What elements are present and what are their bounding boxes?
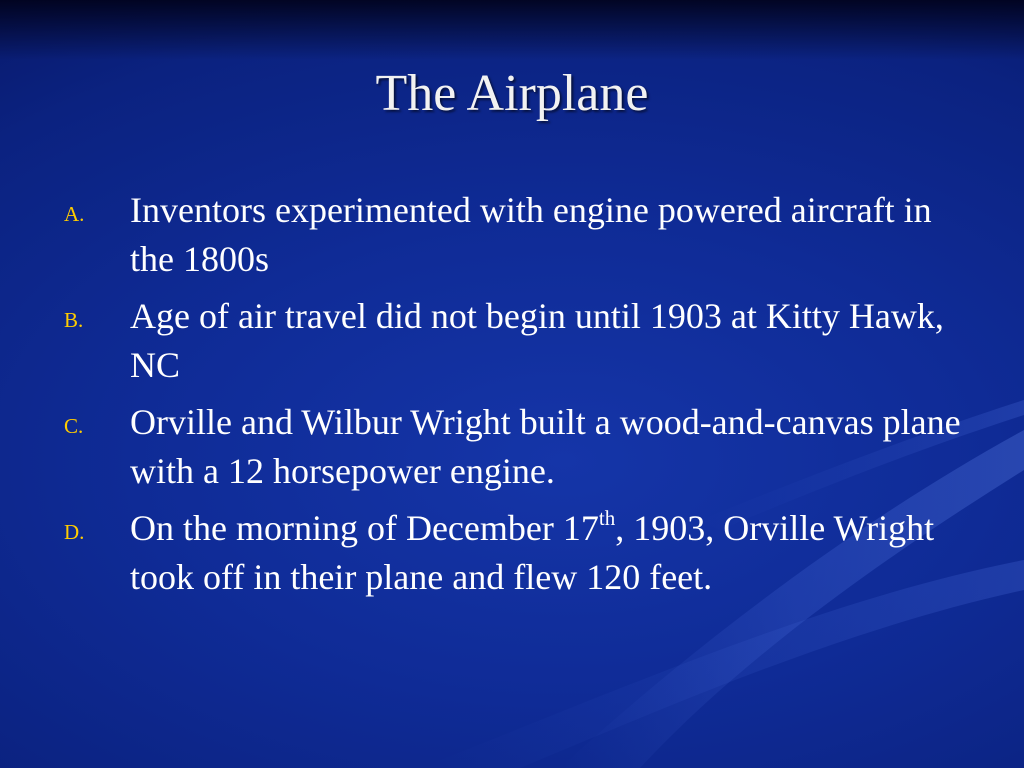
bullet-list (64, 186, 964, 610)
list-item (64, 398, 964, 496)
list-item-text (130, 508, 934, 597)
slide-title: The Airplane (375, 65, 649, 122)
list-marker: C. (64, 414, 84, 438)
list-item-text-after: , 1903, Orville Wright took off in their plane and flew 120 feet. (130, 508, 935, 597)
list-item-text: Age of air travel did not begin until 1903 at Kitty Hawk, NC (130, 296, 944, 385)
list-marker: B. (64, 308, 84, 332)
list-item (64, 186, 964, 284)
list-marker: A. (64, 202, 85, 226)
list-item-text: Inventors experimented with engine powered aircraft in the 1800s (130, 190, 932, 279)
list-item-text: Orville and Wilbur Wright built a wood-and-canvas plane with a 12 horsepower engine. (130, 402, 961, 491)
ordinal-superscript: th (598, 506, 616, 530)
list-item (64, 292, 964, 390)
list-item (64, 504, 964, 602)
list-marker: D. (64, 520, 85, 544)
list-item-text-before: On the morning of December 17 (130, 508, 599, 548)
